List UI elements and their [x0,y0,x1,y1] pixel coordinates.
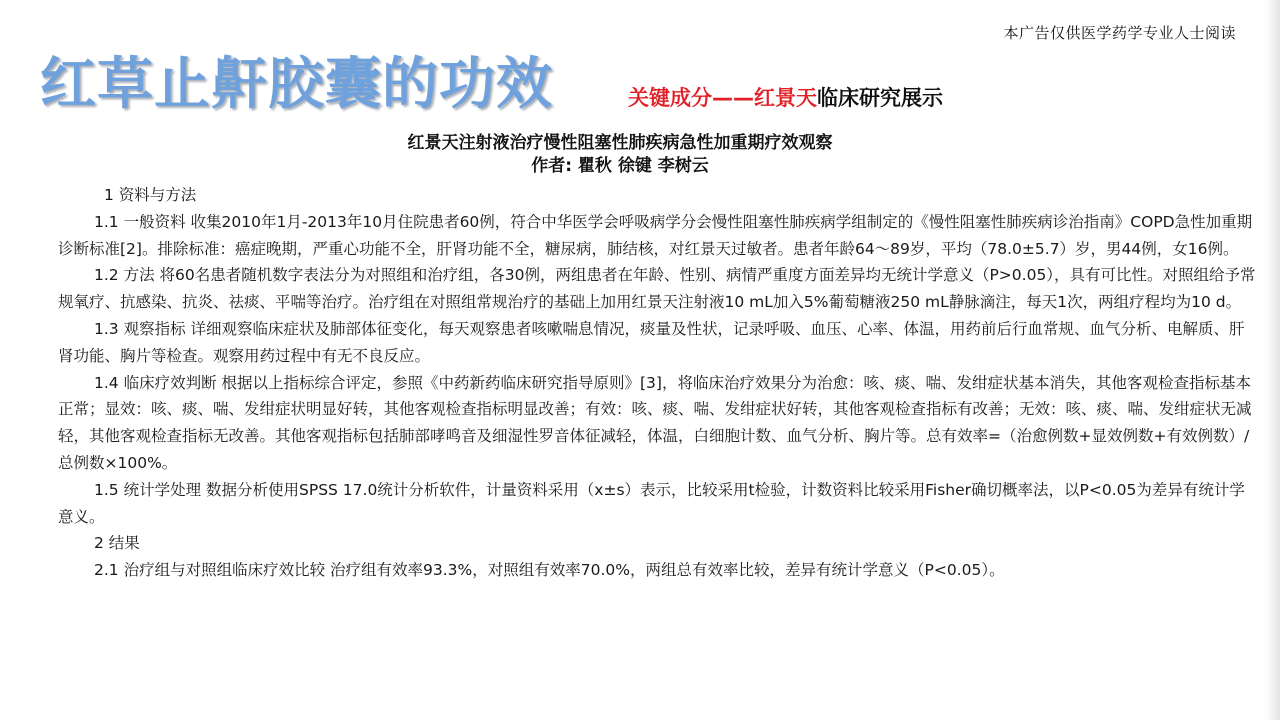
section-heading-methods: 1 资料与方法 [104,186,197,204]
section-heading-results: 2 结果 [94,534,140,553]
paragraph-2-1: 2.1 治疗组与对照组临床疗效比较 治疗组有效率93.3%，对照组有效率70.0%，两组总有效率比较，差异有统计学意义（P<0.05）。 [94,561,1005,580]
paragraph-1-4: 1.4 临床疗效判断 根据以上指标综合评定，参照《中药新药临床研究指导原则》[3]，将临床治疗效果分为治愈：咳、痰、喘、发绀症状基本消失，其他客观检查指标基本正常；显效：咳、痰、喘、发绀症状明显好转，其他客观检查指标明显改善；有效：咳、痰、喘、发绀症状好转，其他客观检查指标有改善；无效：咳、痰、喘、发绀症状无减轻，其他客观检查指标无改善。其他客观指标包括肺部哮鸣音及细湿性罗音体征减轻，体温，白细胞计数、血气分析、胸片等。总有效率=（治愈例数+显效例数+有效例数）/总例数×100%。 [58,373,1252,472]
paragraph-1-2: 1.2 方法 将60名患者随机数字表法分为对照组和治疗组，各30例，两组患者在年龄、性别、病情严重度方面差异均无统计学意义（P>0.05），具有可比性。对照组给予常规氧疗、抗感染、抗炎、祛痰、平喘等治疗。治疗组在对照组常规治疗的基础上加用红景天注射液10 mL加入5%葡萄糖液250 mL静脉滴注，每天1次，两组疗程均为10 d。 [58,266,1256,312]
paper-body [58,182,1258,584]
subtitle-key-ingredient: 关键成分——红景天 [628,86,817,110]
paragraph-1-5: 1.5 统计学处理 数据分析使用SPSS 17.0统计分析软件，计量资料采用（x±s）表示，比较采用t检验，计数资料比较采用Fisher确切概率法，以P<0.05为差异有统计学意义。 [58,480,1245,526]
paragraph-1-1: 1.1 一般资料 收集2010年1月-2013年10月住院患者60例，符合中华医学会呼吸病学分会慢性阻塞性肺疾病学组制定的《慢性阻塞性肺疾病诊治指南》COPD急性加重期诊断标准[2]。排除标准：癌症晚期，严重心功能不全，肝肾功能不全，糖尿病，肺结核，对红景天过敏者。患者年龄64～89岁，平均（78.0±5.7）岁，男44例，女16例。 [58,212,1253,258]
right-edge-shade [1266,0,1280,720]
subtitle-study: 临床研究展示 [817,86,943,110]
paper-authors: 作者: 瞿秋 徐键 李树云 [531,156,709,176]
disclaimer: 本广告仅供医学药学专业人士阅读 [1003,24,1236,42]
paper-title: 红景天注射液治疗慢性阻塞性肺疾病急性加重期疗效观察 [407,133,833,153]
paragraph-1-3: 1.3 观察指标 详细观察临床症状及肺部体征变化，每天观察患者咳嗽喘息情况，痰量及性状，记录呼吸、血压、心率、体温，用药前后行血常规、血气分析、电解质、肝肾功能、胸片等检查。观察用药过程中有无不良反应。 [58,319,1245,365]
slide-title: 红草止鼾胶囊的功效 [40,52,553,117]
slide-subtitle [628,82,943,112]
